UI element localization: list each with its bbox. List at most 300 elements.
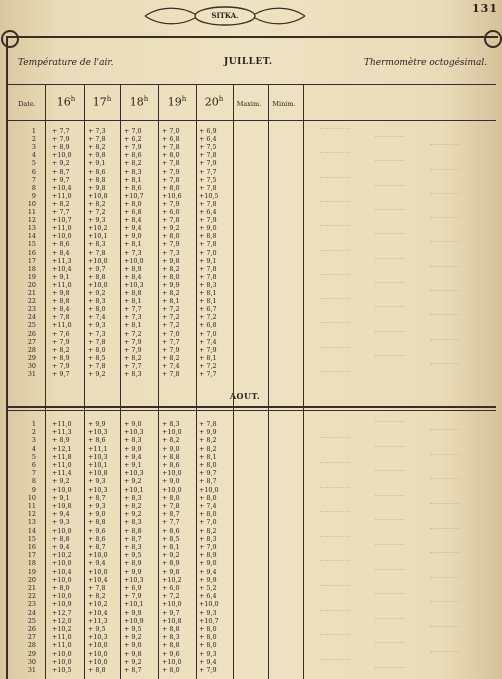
value-cell: +10,3: [88, 452, 108, 461]
date-cell: 8: [31, 477, 36, 486]
value-cell: + 9,2: [88, 289, 106, 297]
date-cell: 19: [27, 272, 36, 281]
value-cell: +10,2: [52, 551, 72, 560]
value-cell: + 7,4: [199, 502, 217, 510]
value-cell: + 9,8: [88, 183, 106, 192]
value-cell: + 9,3: [88, 216, 106, 225]
frame-curl-left: [1, 30, 19, 48]
value-cell: + 9,9: [124, 444, 142, 453]
value-cell: + 7,9: [162, 240, 180, 249]
bleed-mark: [375, 355, 405, 359]
date-cell: 29: [27, 353, 36, 362]
value-cell: + 8,0: [199, 641, 217, 650]
value-cell: + 6,8: [124, 208, 142, 216]
value-cell: + 9,3: [88, 477, 106, 486]
value-cell: + 9,1: [124, 461, 142, 469]
value-cell: + 6,8: [162, 135, 180, 144]
value-cell: + 8,4: [124, 216, 142, 225]
value-cell: +10,3: [88, 428, 108, 437]
value-cell: + 7,4: [162, 361, 180, 370]
frame-curl-right: [484, 30, 502, 48]
value-cell: + 7,8: [88, 248, 106, 257]
value-cell: + 8,2: [124, 159, 142, 168]
value-cell: +11,1: [88, 444, 108, 453]
value-cell: + 8,9: [52, 143, 70, 152]
date-cell: 5: [31, 159, 36, 168]
bleed-mark: [430, 626, 460, 630]
value-cell: + 8,6: [88, 167, 106, 176]
value-cell: + 9,0: [124, 420, 142, 428]
value-cell: + 9,8: [162, 256, 180, 265]
value-cell: + 8,3: [124, 167, 142, 176]
value-cell: +12,0: [52, 616, 72, 625]
date-cell: 12: [27, 216, 36, 225]
value-cell: + 7,9: [162, 167, 180, 176]
value-cell: + 9,5: [124, 625, 142, 633]
date-cell: 21: [27, 584, 36, 592]
value-cell: +10,1: [124, 600, 144, 609]
value-cell: + 7,8: [199, 264, 217, 273]
bleed-mark: [430, 454, 460, 458]
value-cell: + 9,2: [124, 657, 142, 666]
value-cell: + 8,3: [88, 297, 106, 306]
value-cell: + 9,9: [124, 608, 142, 617]
value-cell: + 8,8: [88, 666, 106, 674]
date-cell: 14: [27, 232, 36, 241]
bleed-mark: [375, 160, 405, 164]
value-cell: + 6,9: [124, 584, 142, 592]
col-17h: 17$^h$: [92, 95, 112, 109]
month-label-juillet: JUILLET.: [224, 57, 273, 67]
value-cell: + 8,2: [88, 592, 106, 601]
table-top-rule: [8, 84, 496, 85]
value-cell: + 8,8: [162, 452, 180, 461]
value-cell: + 7,9: [199, 159, 217, 168]
value-cell: + 8,8: [124, 289, 142, 297]
bleed-mark: [320, 322, 350, 326]
value-cell: + 7,3: [124, 248, 142, 257]
value-cell: + 7,3: [124, 313, 142, 322]
value-cell: +11,4: [52, 469, 72, 478]
bleed-mark: [430, 144, 460, 148]
value-cell: + 9,7: [199, 469, 217, 478]
date-cell: 15: [27, 534, 36, 543]
value-cell: + 9,4: [124, 452, 142, 461]
month-label-aout: AOUT.: [229, 391, 261, 401]
value-cell: +10,7: [52, 216, 72, 225]
value-cell: + 9,4: [52, 510, 70, 519]
value-cell: +10,0: [52, 232, 72, 241]
date-cell: 16: [27, 248, 36, 257]
value-cell: + 9,3: [199, 608, 217, 617]
value-cell: + 9,1: [52, 493, 70, 502]
bleed-mark: [375, 470, 405, 474]
value-cell: + 7,8: [199, 151, 217, 160]
value-cell: + 8,2: [199, 526, 217, 535]
value-cell: + 7,9: [199, 666, 217, 674]
bleed-mark: [375, 519, 405, 523]
bleed-mark: [375, 569, 405, 573]
value-cell: + 7,6: [52, 329, 70, 338]
bleed-mark: [320, 225, 350, 229]
value-cell: + 8,2: [124, 502, 142, 510]
value-cell: + 6,7: [199, 305, 217, 314]
value-cell: + 8,9: [124, 559, 142, 568]
bleed-mark: [320, 152, 350, 156]
date-cell: 7: [31, 175, 36, 184]
value-cell: + 9,8: [52, 289, 70, 297]
value-cell: + 7,8: [162, 502, 180, 510]
value-cell: + 7,7: [162, 518, 180, 527]
date-cell: 3: [31, 143, 36, 152]
value-cell: +10,1: [124, 485, 144, 494]
value-cell: + 8,2: [162, 264, 180, 273]
value-cell: + 9,6: [88, 526, 106, 535]
value-cell: + 8,7: [52, 167, 70, 176]
bleed-mark: [320, 437, 350, 441]
header-bottom-rule: [8, 120, 496, 121]
value-cell: + 7,8: [199, 183, 217, 192]
date-cell: 8: [31, 183, 36, 192]
value-cell: + 8,2: [162, 353, 180, 362]
date-cell: 24: [27, 608, 36, 617]
value-cell: + 8,1: [199, 289, 217, 297]
value-cell: +11,0: [52, 461, 72, 469]
bleed-mark: [430, 503, 460, 507]
bleed-mark: [375, 331, 405, 335]
bleed-mark: [320, 585, 350, 589]
value-cell: + 8,6: [162, 526, 180, 535]
value-cell: + 8,3: [124, 370, 142, 378]
value-cell: +10,4: [88, 575, 108, 584]
value-cell: + 6,8: [199, 321, 217, 330]
value-cell: + 8,7: [88, 543, 106, 551]
value-cell: +10,0: [52, 485, 72, 494]
value-cell: + 8,0: [162, 666, 180, 674]
bleed-mark: [320, 487, 350, 491]
value-cell: + 8,0: [162, 272, 180, 281]
value-cell: + 6,0: [162, 208, 180, 216]
bleed-mark: [320, 536, 350, 540]
value-cell: +10,0: [88, 551, 108, 560]
date-cell: 4: [31, 444, 36, 453]
value-cell: +10,0: [162, 469, 182, 478]
bleed-mark: [320, 177, 350, 181]
bleed-mark: [320, 128, 350, 132]
value-cell: + 8,3: [199, 280, 217, 289]
bleed-mark: [320, 201, 350, 205]
bleed-mark: [375, 495, 405, 499]
value-cell: + 7,9: [162, 199, 180, 208]
value-cell: + 5,2: [199, 584, 217, 592]
value-cell: + 9,5: [88, 625, 106, 633]
bleed-mark: [430, 266, 460, 270]
value-cell: + 7,8: [199, 272, 217, 281]
date-cell: 5: [31, 452, 36, 461]
value-cell: + 9,0: [124, 641, 142, 650]
value-cell: + 7,0: [199, 248, 217, 257]
column-rule: [233, 84, 234, 679]
value-cell: +10,2: [52, 625, 72, 633]
date-cell: 2: [31, 428, 36, 437]
value-cell: + 7,0: [162, 329, 180, 338]
bleed-mark: [430, 651, 460, 655]
value-cell: + 9,2: [52, 477, 70, 486]
date-cell: 6: [31, 167, 36, 176]
date-cell: 19: [27, 567, 36, 576]
value-cell: +10,0: [52, 575, 72, 584]
value-cell: + 7,8: [162, 370, 180, 378]
bleed-mark: [375, 446, 405, 450]
value-cell: + 7,8: [162, 175, 180, 184]
value-cell: + 8,9: [124, 264, 142, 273]
value-cell: + 7,8: [88, 584, 106, 592]
value-cell: +10,0: [88, 649, 108, 658]
value-cell: +11,0: [52, 633, 72, 642]
value-cell: + 8,0: [199, 493, 217, 502]
value-cell: +10,5: [52, 666, 72, 674]
value-cell: +10,0: [199, 600, 219, 609]
value-cell: + 7,9: [52, 337, 70, 346]
value-cell: + 8,2: [52, 199, 70, 208]
value-cell: + 9,2: [124, 633, 142, 642]
value-cell: +12,1: [52, 444, 72, 453]
date-cell: 14: [27, 526, 36, 535]
value-cell: + 8,1: [162, 297, 180, 306]
value-cell: + 7,0: [162, 127, 180, 135]
value-cell: + 7,2: [124, 329, 142, 338]
value-cell: +10,0: [88, 280, 108, 289]
date-cell: 15: [27, 240, 36, 249]
value-cell: + 6,0: [162, 584, 180, 592]
bleed-mark: [375, 209, 405, 213]
value-cell: + 8,1: [199, 353, 217, 362]
value-cell: + 7,8: [162, 216, 180, 225]
value-cell: + 8,0: [199, 461, 217, 469]
value-cell: + 7,7: [199, 167, 217, 176]
value-cell: + 9,2: [162, 551, 180, 560]
value-cell: +10,0: [199, 485, 219, 494]
bleed-mark: [375, 306, 405, 310]
value-cell: + 9,0: [199, 224, 217, 233]
date-cell: 12: [27, 510, 36, 519]
value-cell: +10,7: [199, 616, 219, 625]
column-rule: [84, 84, 85, 679]
value-cell: + 8,1: [124, 175, 142, 184]
value-cell: + 8,7: [124, 666, 142, 674]
value-cell: + 8,8: [88, 175, 106, 184]
date-cell: 30: [27, 361, 36, 370]
value-cell: + 9,6: [162, 649, 180, 658]
date-cell: 27: [27, 337, 36, 346]
value-cell: + 9,8: [124, 649, 142, 658]
bleed-mark: [430, 528, 460, 532]
bleed-mark: [320, 462, 350, 466]
value-cell: + 7,0: [199, 329, 217, 338]
value-cell: + 7,9: [199, 216, 217, 225]
date-cell: 18: [27, 264, 36, 273]
date-cell: 27: [27, 633, 36, 642]
bleed-mark: [375, 136, 405, 140]
date-cell: 28: [27, 345, 36, 354]
value-cell: +10,9: [124, 616, 144, 625]
value-cell: + 7,8: [162, 143, 180, 152]
bleed-mark: [430, 601, 460, 605]
value-cell: +11,0: [52, 641, 72, 650]
value-cell: +10,8: [162, 616, 182, 625]
value-cell: + 7,3: [88, 329, 106, 338]
value-cell: + 7,8: [199, 199, 217, 208]
value-cell: +10,3: [124, 469, 144, 478]
value-cell: + 8,0: [52, 584, 70, 592]
value-cell: + 7,8: [88, 337, 106, 346]
value-cell: +10,0: [52, 657, 72, 666]
value-cell: + 8,1: [199, 452, 217, 461]
value-cell: +10,0: [162, 485, 182, 494]
value-cell: + 8,8: [52, 534, 70, 543]
value-cell: + 8,1: [199, 297, 217, 306]
value-cell: + 8,8: [199, 232, 217, 241]
bleed-mark: [375, 642, 405, 646]
value-cell: + 8,4: [124, 272, 142, 281]
value-cell: +10,2: [162, 575, 182, 584]
value-cell: + 9,7: [52, 370, 70, 378]
value-cell: + 7,8: [52, 313, 70, 322]
bleed-mark: [375, 185, 405, 189]
bleed-mark: [320, 634, 350, 638]
date-cell: 28: [27, 641, 36, 650]
value-cell: + 8,3: [162, 420, 180, 428]
value-cell: +11,0: [52, 224, 72, 233]
value-cell: + 7,2: [162, 313, 180, 322]
value-cell: + 8,3: [162, 633, 180, 642]
column-rule: [120, 84, 121, 679]
value-cell: + 9,0: [162, 477, 180, 486]
date-cell: 17: [27, 256, 36, 265]
value-cell: + 7,9: [52, 135, 70, 144]
value-cell: +11,0: [52, 280, 72, 289]
column-rule: [45, 84, 46, 679]
value-cell: + 9,3: [88, 321, 106, 330]
value-cell: + 9,9: [199, 575, 217, 584]
date-cell: 24: [27, 313, 36, 322]
date-cell: 9: [31, 485, 36, 494]
value-cell: + 8,1: [124, 321, 142, 330]
value-cell: + 8,2: [124, 353, 142, 362]
value-cell: + 9,0: [199, 559, 217, 568]
value-cell: +11,3: [52, 256, 72, 265]
value-cell: + 8,6: [52, 240, 70, 249]
date-cell: 22: [27, 592, 36, 601]
value-cell: + 9,9: [124, 567, 142, 576]
value-cell: + 7,9: [199, 345, 217, 354]
date-cell: 25: [27, 616, 36, 625]
date-cell: 13: [27, 224, 36, 233]
col-18h: 18$^h$: [129, 95, 149, 109]
bleed-mark: [320, 274, 350, 278]
value-cell: + 7,7: [52, 127, 70, 135]
value-cell: +12,7: [52, 608, 72, 617]
value-cell: +11,8: [52, 452, 72, 461]
value-cell: + 9,1: [88, 159, 106, 168]
value-cell: +10,0: [162, 428, 182, 437]
value-cell: + 8,3: [124, 543, 142, 551]
section-rule: [8, 406, 496, 408]
date-cell: 29: [27, 649, 36, 658]
value-cell: + 8,6: [124, 151, 142, 160]
col-maxim: Maxim.: [236, 100, 262, 108]
value-cell: + 8,2: [88, 143, 106, 152]
value-cell: + 9,4: [199, 567, 217, 576]
value-cell: + 9,2: [124, 477, 142, 486]
value-cell: + 8,6: [124, 183, 142, 192]
value-cell: + 7,2: [88, 208, 106, 216]
value-cell: + 9,4: [52, 543, 70, 551]
value-cell: +10,0: [52, 526, 72, 535]
bleed-mark: [430, 290, 460, 294]
value-cell: + 8,0: [124, 199, 142, 208]
value-cell: +10,3: [88, 633, 108, 642]
value-cell: + 9,2: [162, 224, 180, 233]
value-cell: +10,1: [88, 232, 108, 241]
value-cell: + 8,0: [162, 493, 180, 502]
value-cell: + 7,2: [199, 313, 217, 322]
value-cell: + 8,8: [162, 625, 180, 633]
value-cell: +10,0: [162, 657, 182, 666]
value-cell: + 8,2: [88, 199, 106, 208]
value-cell: + 8,1: [124, 240, 142, 249]
value-cell: + 7,9: [124, 337, 142, 346]
value-cell: + 8,0: [88, 305, 106, 314]
value-cell: + 6,2: [124, 135, 142, 144]
value-cell: + 8,7: [162, 510, 180, 519]
value-cell: + 7,4: [88, 313, 106, 322]
date-cell: 17: [27, 551, 36, 560]
date-cell: 9: [31, 191, 36, 200]
value-cell: + 8,9: [52, 436, 70, 445]
value-cell: +11,0: [52, 321, 72, 330]
column-rule: [196, 84, 197, 679]
date-cell: 10: [27, 199, 36, 208]
date-cell: 3: [31, 436, 36, 445]
value-cell: + 9,4: [124, 224, 142, 233]
value-cell: + 8,9: [199, 551, 217, 560]
value-cell: + 9,4: [199, 657, 217, 666]
value-cell: + 9,7: [52, 175, 70, 184]
value-cell: + 8,3: [124, 493, 142, 502]
value-cell: + 7,7: [199, 370, 217, 378]
value-cell: + 7,5: [199, 175, 217, 184]
value-cell: + 6,4: [199, 135, 217, 144]
bleed-mark: [375, 258, 405, 262]
value-cell: + 8,2: [162, 436, 180, 445]
value-cell: + 7,7: [162, 337, 180, 346]
value-cell: + 8,2: [52, 345, 70, 354]
value-cell: + 7,0: [124, 127, 142, 135]
date-cell: 23: [27, 600, 36, 609]
value-cell: + 7,7: [124, 361, 142, 370]
value-cell: + 8,3: [124, 436, 142, 445]
value-cell: + 8,0: [88, 345, 106, 354]
value-cell: + 7,9: [124, 143, 142, 152]
col-date: Date.: [18, 100, 36, 108]
date-cell: 23: [27, 305, 36, 314]
value-cell: + 7,3: [162, 248, 180, 257]
date-cell: 30: [27, 657, 36, 666]
value-cell: + 7,9: [162, 345, 180, 354]
value-cell: + 8,8: [52, 297, 70, 306]
date-cell: 7: [31, 469, 36, 478]
